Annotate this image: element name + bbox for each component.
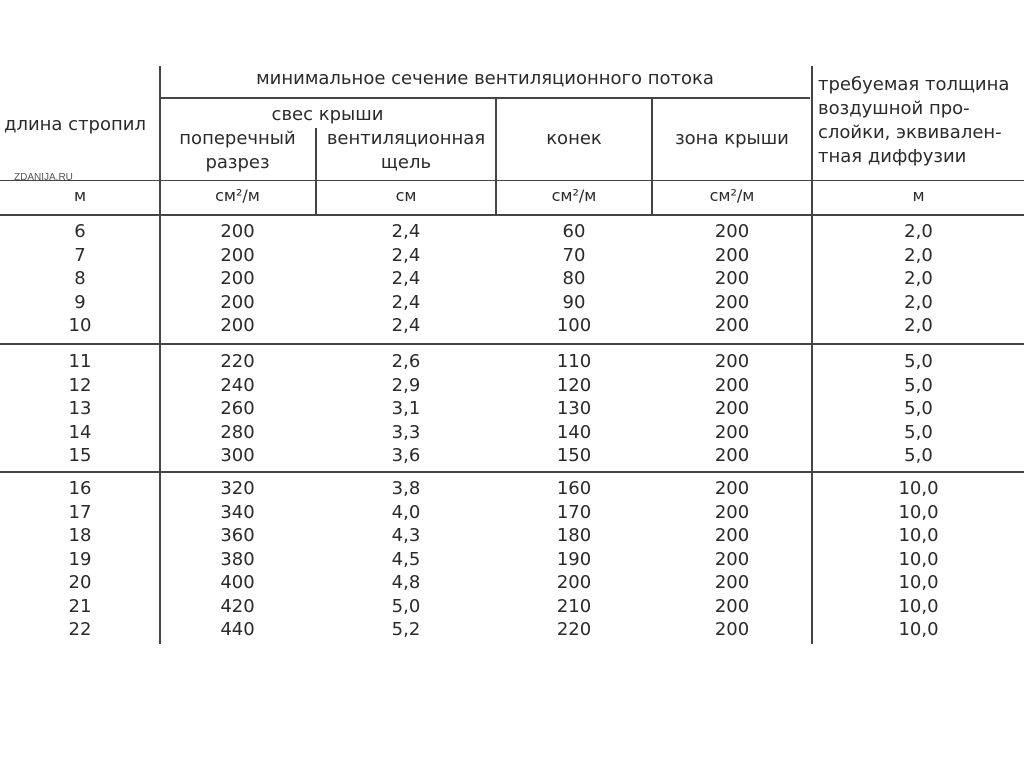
unit-vent-slot: см	[395, 186, 417, 205]
header-roof-zone: зона крыши	[675, 128, 789, 149]
cell-vent-slot: 3,1	[391, 398, 421, 419]
cell-roof-zone: 200	[714, 421, 750, 443]
cell-rafter-length: 6	[74, 221, 86, 242]
cell-rafter-length: 7	[74, 244, 86, 266]
cell-cross-section: 200	[220, 268, 255, 289]
cell-roof-zone: 200	[714, 291, 750, 313]
cell-ridge: 140	[556, 421, 592, 443]
cell-cross-section: 200	[220, 315, 255, 336]
header-min-section: минимальное сечение вентиляционного потока	[256, 68, 714, 89]
cell-vent-slot: 2,4	[391, 291, 421, 313]
cell-ridge: 210	[556, 595, 592, 617]
unit-cross-section: см²/м	[215, 186, 260, 205]
cell-rafter-length: 17	[68, 501, 92, 523]
cell-vent-slot: 4,5	[391, 548, 421, 570]
cell-roof-zone: 200	[714, 398, 750, 419]
header-rafter-length: длина стропил	[4, 114, 146, 135]
cell-rafter-length: 15	[68, 445, 92, 466]
cell-ridge: 190	[556, 548, 592, 570]
cell-vent-slot: 4,8	[391, 572, 421, 593]
cell-required-thickness: 5,0	[904, 398, 933, 419]
cell-cross-section: 360	[220, 525, 255, 546]
cell-vent-slot: 3,6	[391, 445, 421, 466]
header-required-line4: тная диффузии	[818, 146, 967, 167]
cell-rafter-length: 13	[68, 398, 92, 419]
cell-cross-section: 200	[220, 291, 255, 313]
cell-vent-slot: 2,9	[391, 374, 421, 396]
header-required-line3: слойки, эквивален-	[818, 122, 1002, 143]
cell-vent-slot: 5,0	[391, 595, 421, 617]
header-top-divider	[160, 97, 810, 99]
header-vent-slot-line2: щель	[380, 152, 432, 173]
header-vent-slot-line1: вентиляционная	[326, 128, 486, 149]
cell-required-thickness: 5,0	[904, 351, 933, 372]
cell-required-thickness: 5,0	[904, 445, 933, 466]
cell-ridge: 60	[562, 221, 586, 242]
cell-cross-section: 300	[220, 445, 255, 466]
cell-vent-slot: 4,3	[391, 525, 421, 546]
cell-cross-section: 320	[220, 478, 255, 499]
cell-ridge: 220	[556, 619, 592, 640]
cell-vent-slot: 3,3	[391, 421, 421, 443]
cell-cross-section: 200	[220, 244, 255, 266]
cell-cross-section: 220	[220, 351, 255, 372]
cell-required-thickness: 10,0	[898, 501, 939, 523]
cell-required-thickness: 10,0	[898, 619, 939, 640]
cell-roof-zone: 200	[714, 595, 750, 617]
unit-required: м	[912, 186, 925, 205]
header-required-line2: воздушной про-	[818, 98, 970, 119]
cell-rafter-length: 10	[68, 315, 92, 336]
cell-vent-slot: 3,8	[391, 478, 421, 499]
cell-cross-section: 200	[220, 221, 255, 242]
cell-rafter-length: 21	[68, 595, 92, 617]
cell-ridge: 160	[556, 478, 592, 499]
cell-roof-zone: 200	[714, 244, 750, 266]
cell-required-thickness: 5,0	[904, 421, 933, 443]
cell-vent-slot: 2,4	[391, 315, 421, 336]
cell-rafter-length: 11	[68, 351, 92, 372]
cell-cross-section: 400	[220, 572, 255, 593]
cell-required-thickness: 10,0	[898, 525, 939, 546]
cell-cross-section: 420	[220, 595, 255, 617]
cell-vent-slot: 4,0	[391, 501, 421, 523]
cell-ridge: 180	[556, 525, 592, 546]
cell-vent-slot: 2,4	[391, 221, 421, 242]
header-cross-section-line1: поперечный	[179, 128, 296, 149]
cell-required-thickness: 10,0	[898, 478, 939, 499]
cell-roof-zone: 200	[714, 221, 750, 242]
cell-ridge: 130	[556, 398, 592, 419]
cell-roof-zone: 200	[714, 374, 750, 396]
header-ridge: конек	[546, 128, 602, 149]
cell-roof-zone: 200	[714, 572, 750, 593]
cell-cross-section: 260	[220, 398, 255, 419]
cell-roof-zone: 200	[714, 478, 750, 499]
cell-ridge: 80	[562, 268, 586, 289]
cell-ridge: 150	[556, 445, 592, 466]
cell-rafter-length: 8	[74, 268, 86, 289]
unit-ridge: см²/м	[551, 186, 597, 205]
unit-roof-zone: см²/м	[709, 186, 755, 205]
cell-ridge: 110	[556, 351, 592, 372]
cell-roof-zone: 200	[714, 619, 750, 640]
cell-vent-slot: 2,4	[391, 244, 421, 266]
cell-ridge: 170	[556, 501, 592, 523]
header-required-line1: требуемая толщина	[818, 74, 1010, 95]
cell-ridge: 200	[556, 572, 592, 593]
cell-cross-section: 240	[220, 374, 255, 396]
cell-required-thickness: 10,0	[898, 548, 939, 570]
cell-required-thickness: 2,0	[904, 244, 933, 266]
watermark: ZDANIJA.RU	[14, 172, 73, 183]
cell-cross-section: 280	[220, 421, 255, 443]
cell-roof-zone: 200	[714, 501, 750, 523]
cell-ridge: 90	[562, 291, 586, 313]
cell-vent-slot: 5,2	[391, 619, 421, 640]
cell-rafter-length: 19	[68, 548, 92, 570]
cell-rafter-length: 14	[68, 421, 92, 443]
cell-required-thickness: 10,0	[898, 572, 939, 593]
cell-required-thickness: 2,0	[904, 315, 933, 336]
unit-rafter-length: м	[73, 186, 87, 205]
units-bottom-divider	[0, 214, 1024, 216]
cell-ridge: 120	[556, 374, 592, 396]
cell-required-thickness: 5,0	[904, 374, 933, 396]
cell-cross-section: 380	[220, 548, 255, 570]
header-overhang: свес крыши	[271, 104, 384, 125]
cell-cross-section: 340	[220, 501, 255, 523]
cell-rafter-length: 12	[68, 374, 92, 396]
group2-divider	[0, 471, 1024, 473]
header-cross-section-line2: разрез	[205, 152, 270, 173]
cell-required-thickness: 2,0	[904, 268, 933, 289]
units-top-divider	[0, 180, 1024, 181]
cell-required-thickness: 2,0	[904, 291, 933, 313]
cell-roof-zone: 200	[714, 525, 750, 546]
cell-ridge: 70	[562, 244, 586, 266]
cell-cross-section: 440	[220, 619, 255, 640]
cell-roof-zone: 200	[714, 351, 750, 372]
cell-roof-zone: 200	[714, 548, 750, 570]
cell-rafter-length: 18	[68, 525, 92, 546]
cell-required-thickness: 2,0	[904, 221, 933, 242]
cell-rafter-length: 16	[68, 478, 92, 499]
cell-roof-zone: 200	[714, 445, 750, 466]
cell-vent-slot: 2,6	[391, 351, 421, 372]
group1-divider	[0, 343, 1024, 345]
cell-rafter-length: 20	[68, 572, 92, 593]
cell-roof-zone: 200	[714, 268, 750, 289]
cell-roof-zone: 200	[714, 315, 750, 336]
cell-rafter-length: 22	[68, 619, 92, 640]
cell-ridge: 100	[556, 315, 592, 336]
cell-rafter-length: 9	[74, 291, 86, 313]
cell-vent-slot: 2,4	[391, 268, 421, 289]
cell-required-thickness: 10,0	[898, 595, 939, 617]
